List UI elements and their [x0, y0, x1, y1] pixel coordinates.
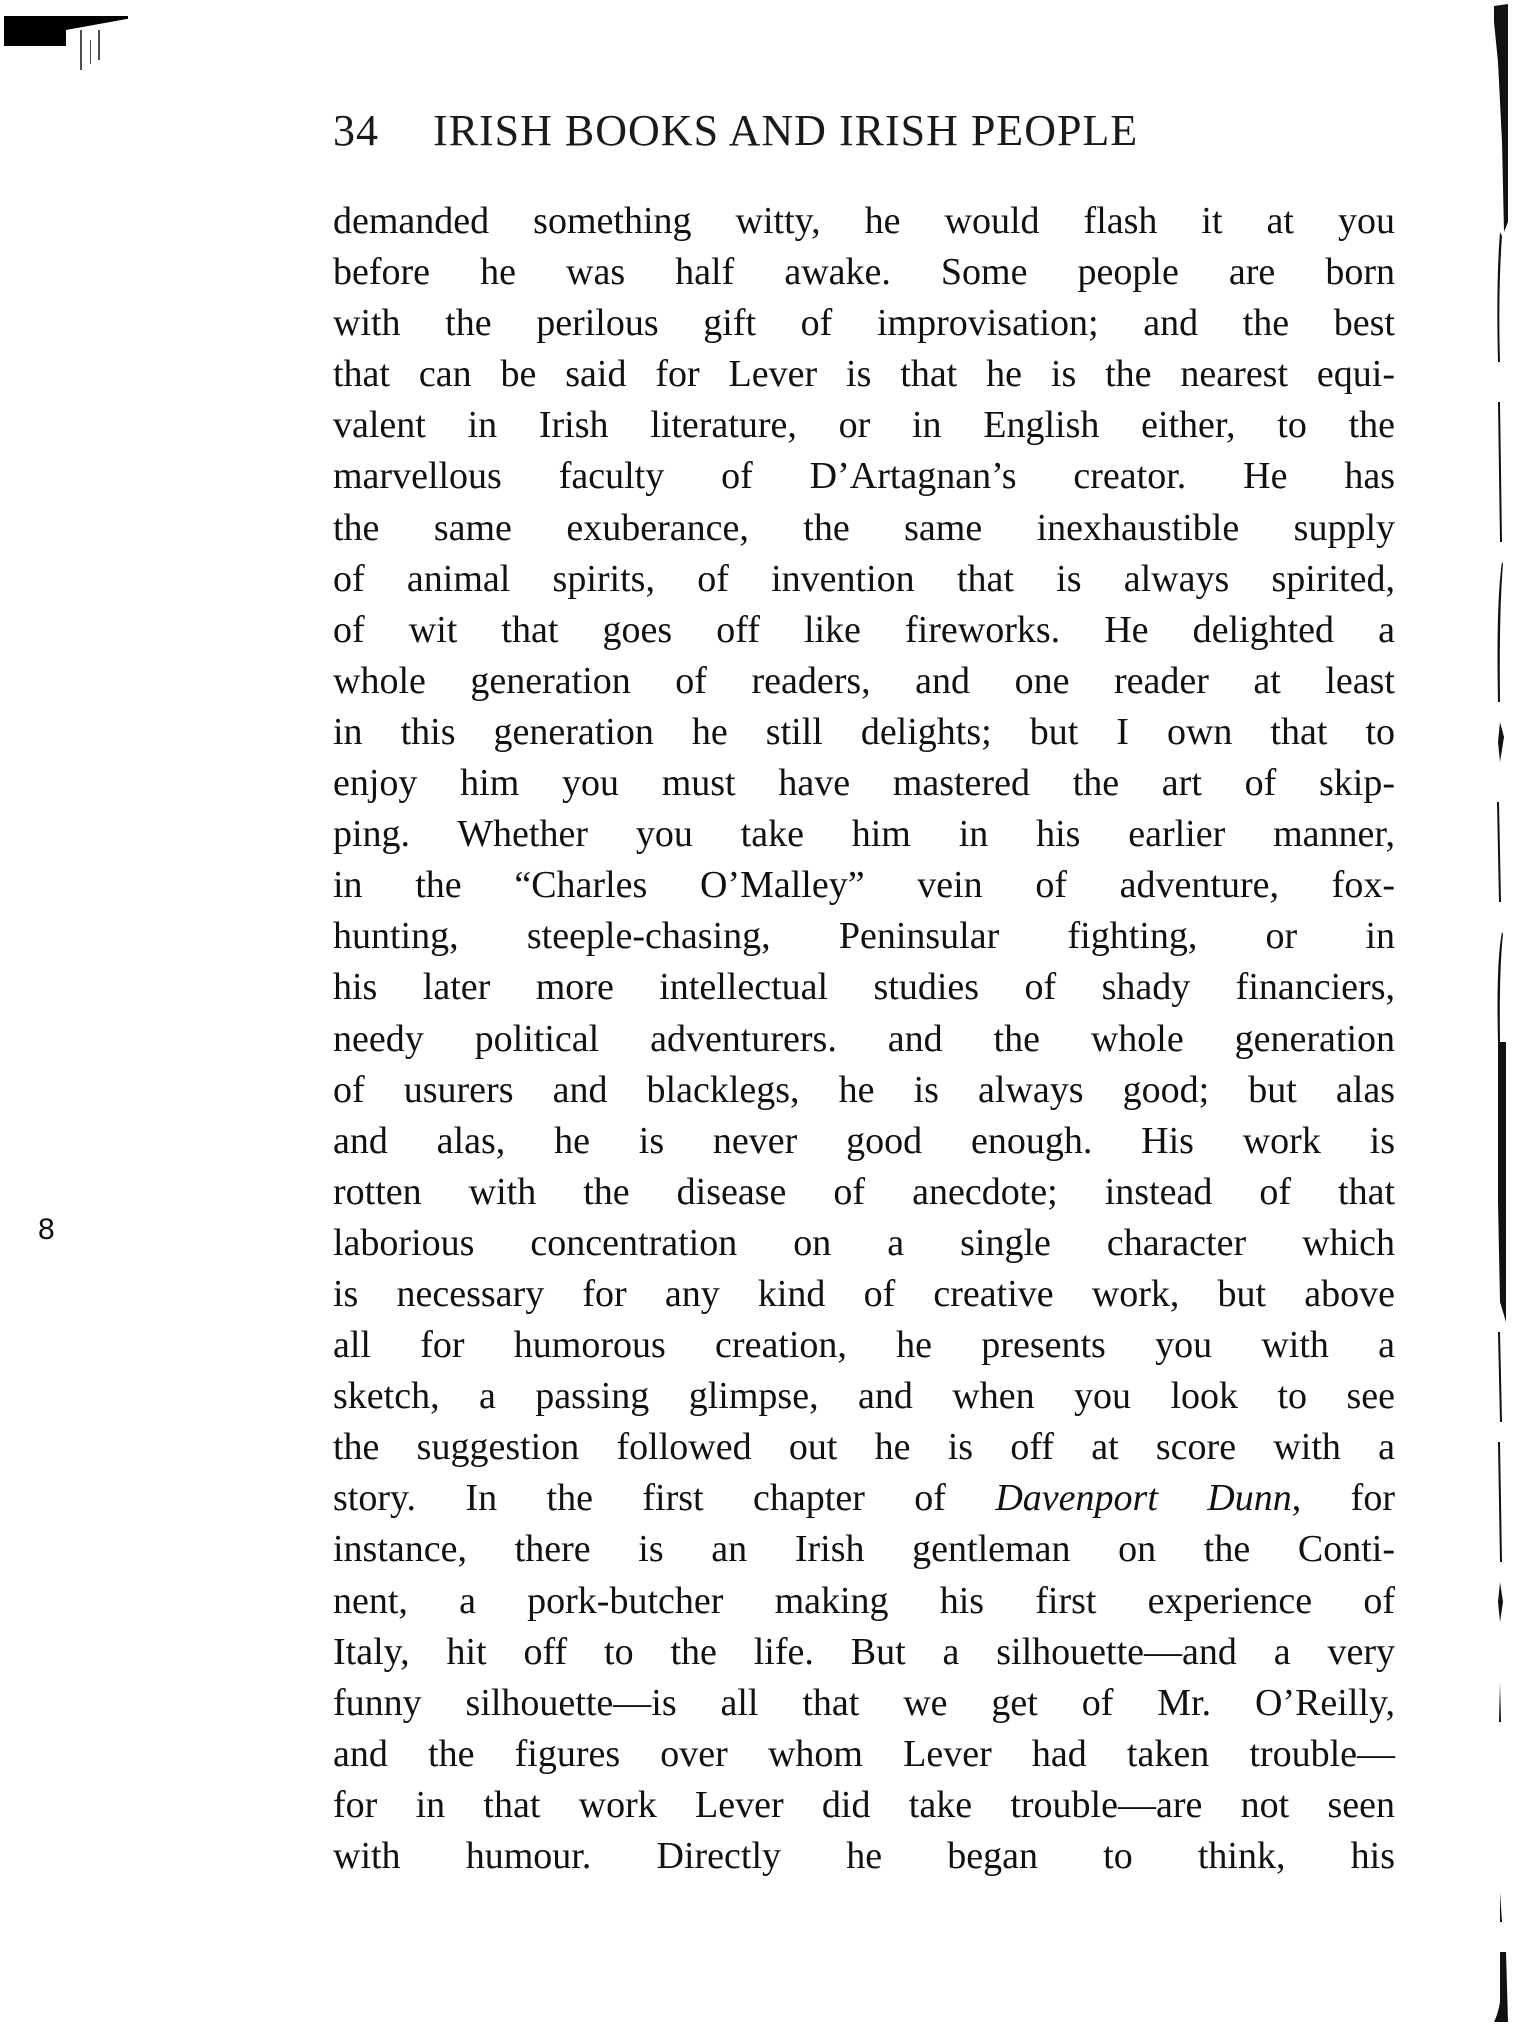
page-number: 34 [333, 106, 379, 155]
text-line: his later more intellectual studies of shady financiers, [333, 966, 1395, 1009]
text-line: demanded something witty, he would flash it at you [333, 200, 1395, 242]
text-line: of animal spirits, of invention that is always spirited, [333, 557, 1395, 600]
text-line: in the “Charles O’Malley” vein of adventure, fox- [333, 864, 1395, 907]
text-line: of wit that goes off like fireworks. He delighted a [333, 608, 1395, 651]
text-line: with the perilous gift of improvisation; and the best [333, 302, 1395, 345]
text-line: laborious concentration on a single character which [333, 1221, 1395, 1264]
margin-annotation: 8 [38, 1213, 55, 1246]
text-line: the same exuberance, the same inexhaustible supply [333, 506, 1395, 549]
running-header [333, 105, 1393, 165]
scan-artifact-mark [66, 16, 128, 30]
text-line: all for humorous creation, he presents you with a [333, 1324, 1395, 1367]
text-line: hunting, steeple-chasing, Peninsular fighting, or in [333, 915, 1395, 958]
text-line: ping. Whether you take him in his earlier manner, [333, 813, 1395, 856]
text-line-with-italic-title [333, 1473, 1395, 1524]
text-line: whole generation of readers, and one reader at least [333, 659, 1395, 702]
text-fragment: story. In the first chapter of [333, 1477, 996, 1520]
text-line: and the figures over whom Lever had taken trouble— [333, 1732, 1395, 1775]
text-line: rotten with the disease of anecdote; instead of that [333, 1170, 1395, 1213]
text-line: Italy, hit off to the life. But a silhouette—and a very [333, 1630, 1395, 1673]
binding-shadow-icon [1494, 2, 1510, 2022]
body-text [333, 196, 1395, 1882]
text-line: instance, there is an Irish gentleman on the Conti- [333, 1528, 1395, 1571]
text-line: is necessary for any kind of creative work, but above [333, 1272, 1395, 1315]
book-title-italic: Davenport Dunn [995, 1477, 1292, 1520]
text-line: for in that work Lever did take trouble—are not seen [333, 1783, 1395, 1826]
running-title: IRISH BOOKS AND IRISH PEOPLE [433, 106, 1139, 155]
page-binding-edge [1494, 2, 1510, 2022]
text-line: nent, a pork-butcher making his first experience of [333, 1579, 1395, 1622]
text-line: needy political adventurers. and the whole generation [333, 1017, 1395, 1060]
text-line: enjoy him you must have mastered the art of skip- [333, 762, 1395, 805]
scan-artifact-mark [4, 16, 66, 46]
text-line: that can be said for Lever is that he is the nearest equi- [333, 353, 1395, 396]
text-line: and alas, he is never good enough. His work is [333, 1119, 1395, 1162]
text-line: of usurers and blacklegs, he is always good; but alas [333, 1068, 1395, 1111]
text-line: sketch, a passing glimpse, and when you look to see [333, 1375, 1395, 1418]
text-line: valent in Irish literature, or in English either, to the [333, 404, 1395, 447]
text-line: with humour. Directly he began to think, his [333, 1835, 1395, 1877]
text-line: funny silhouette—is all that we get of Mr. O’Reilly, [333, 1681, 1395, 1724]
scan-artifact-specks [78, 30, 102, 80]
text-line: the suggestion followed out he is off at score with a [333, 1426, 1395, 1469]
text-line: marvellous faculty of D’Artagnan’s creator. He has [333, 455, 1395, 498]
text-fragment: , for [1291, 1477, 1395, 1520]
text-line: in this generation he still delights; but I own that to [333, 710, 1395, 753]
text-line: before he was half awake. Some people are born [333, 251, 1395, 294]
